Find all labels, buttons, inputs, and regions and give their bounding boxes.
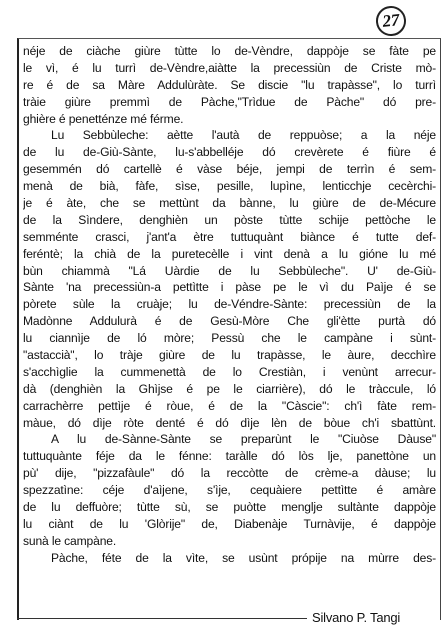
document-text — [23, 43, 436, 567]
text-line: màue, dó dìje ròte denté é dó dìje lèn de bòue ch'i sbattùnt. — [23, 415, 436, 430]
text-line: pù' dije, "pizzafàule" dó la reccòtte de crème-a dàuse; lu — [23, 466, 436, 481]
text-line: menà de bià, fàfe, sìse, pesille, lupìne, lenticchje cecèrchi- — [23, 179, 436, 194]
heading-sanne-sante: A lu de-Sànne-Sànte se preparùnt le "Ciuòse Dàuse" — [51, 432, 436, 447]
paragraph-sebbuleche-start — [23, 127, 436, 144]
text-line: ghière é penetténze mé férme. — [23, 111, 184, 126]
paragraph-sanne-sante-start — [23, 431, 436, 448]
text-line: s'acchìglie la cummenettà de lo Crestiàn, i venùnt arrecur- — [23, 364, 436, 379]
page-number: 27 — [375, 5, 408, 38]
paragraph-pache-start — [23, 550, 436, 567]
text-line: gesemmén dó cartellè é vàse béje, jempi de terrìn é sem- — [23, 162, 436, 177]
text-line: feréntè; la chià de la puretecèlle i vint denà a lu gióne lu mé — [23, 246, 436, 261]
text-line: tràie giùre premmì de Pàche,"Trìdue de Pàche" dó pre- — [23, 94, 436, 109]
heading-pache: Pàche, féte de la vìte, se usùnt própije na mùrre des- — [51, 550, 436, 565]
text-line: spezzatìne: céje d'aìjene, s'ìje, cequàiere pettìtte é amàre — [23, 483, 436, 498]
text-line: de lu deffuòre; tùtte sù, se puòtte menglje sultànte dappòje — [23, 500, 436, 515]
heading-sebbuleche: Lu Sebbùleche: aètte l'autà de reppuòse; a la néje — [51, 128, 436, 143]
text-line: bùn chiammà "Lá Uàrdie de lu Sebbùleche". U' de-Giù- — [23, 263, 436, 278]
text-line: re é de sa Màre Addulùràte. Se discie "lu trapàsse", lo turrì — [23, 77, 436, 92]
text-line: pòrete sùle la cruàje; lu de-Véndre-Sànte: precessiùn de la — [23, 297, 436, 312]
text-line: carrachèrre pettìje é ròue, é de la "Càscie": ch'ì fàte rem- — [23, 398, 436, 413]
text-line: de la Sìndere, denghièn un pòste tùtte schije pettòche le — [23, 212, 436, 227]
text-line: tuttuquànte féje da le fénne: taràlle dó lòs lje, panettòne un — [23, 449, 436, 464]
text-line: dà (denghièn la Ghìjse é pe le ciarrière), dó le tràccule, ló — [23, 381, 436, 396]
text-line: sunà le campàne. — [23, 533, 117, 548]
text-line: lu ciànt de lu 'Glòrije" de, Diabenàje Turnàvije, é dappòje — [23, 516, 436, 531]
author-signature: Silvano P. Tangi — [312, 610, 401, 625]
frame-bottom-rule — [17, 618, 307, 619]
text-line: Madònne Addulurà é de Gesù-Mòre Che gli'ètte purtà dó — [23, 314, 436, 329]
text-line: néje de ciàche giùre tùtte lo de-Vèndre, dappòje se fàte pe — [23, 44, 436, 58]
text-line: le vì, é lu turrì de-Vèndre,aiàtte la precessiùn de Criste mò- — [23, 60, 436, 75]
text-line: semménte crasci, j'ant'a ètre tuttuquànt biànce é tutte def- — [23, 229, 436, 244]
text-line: lu ciannìje de ló mòre; Pessù che le campàne i sùnt- — [23, 331, 436, 346]
text-line: de lu de-Giù-Sànte, lu-s'abbelléje dó crevèrete é fiùre é — [23, 145, 436, 160]
text-line: je é àte, che se mettùnt da bànne, lu giùre de de-Mécure — [23, 196, 436, 211]
text-line: "astaccià", lo tràje giùre de lu trapàsse, le àure, decchìre — [23, 348, 436, 363]
text-line: Sànte 'na precessiùn-a pettìtte i pàse pe le vì du Paìje é se — [23, 280, 436, 295]
